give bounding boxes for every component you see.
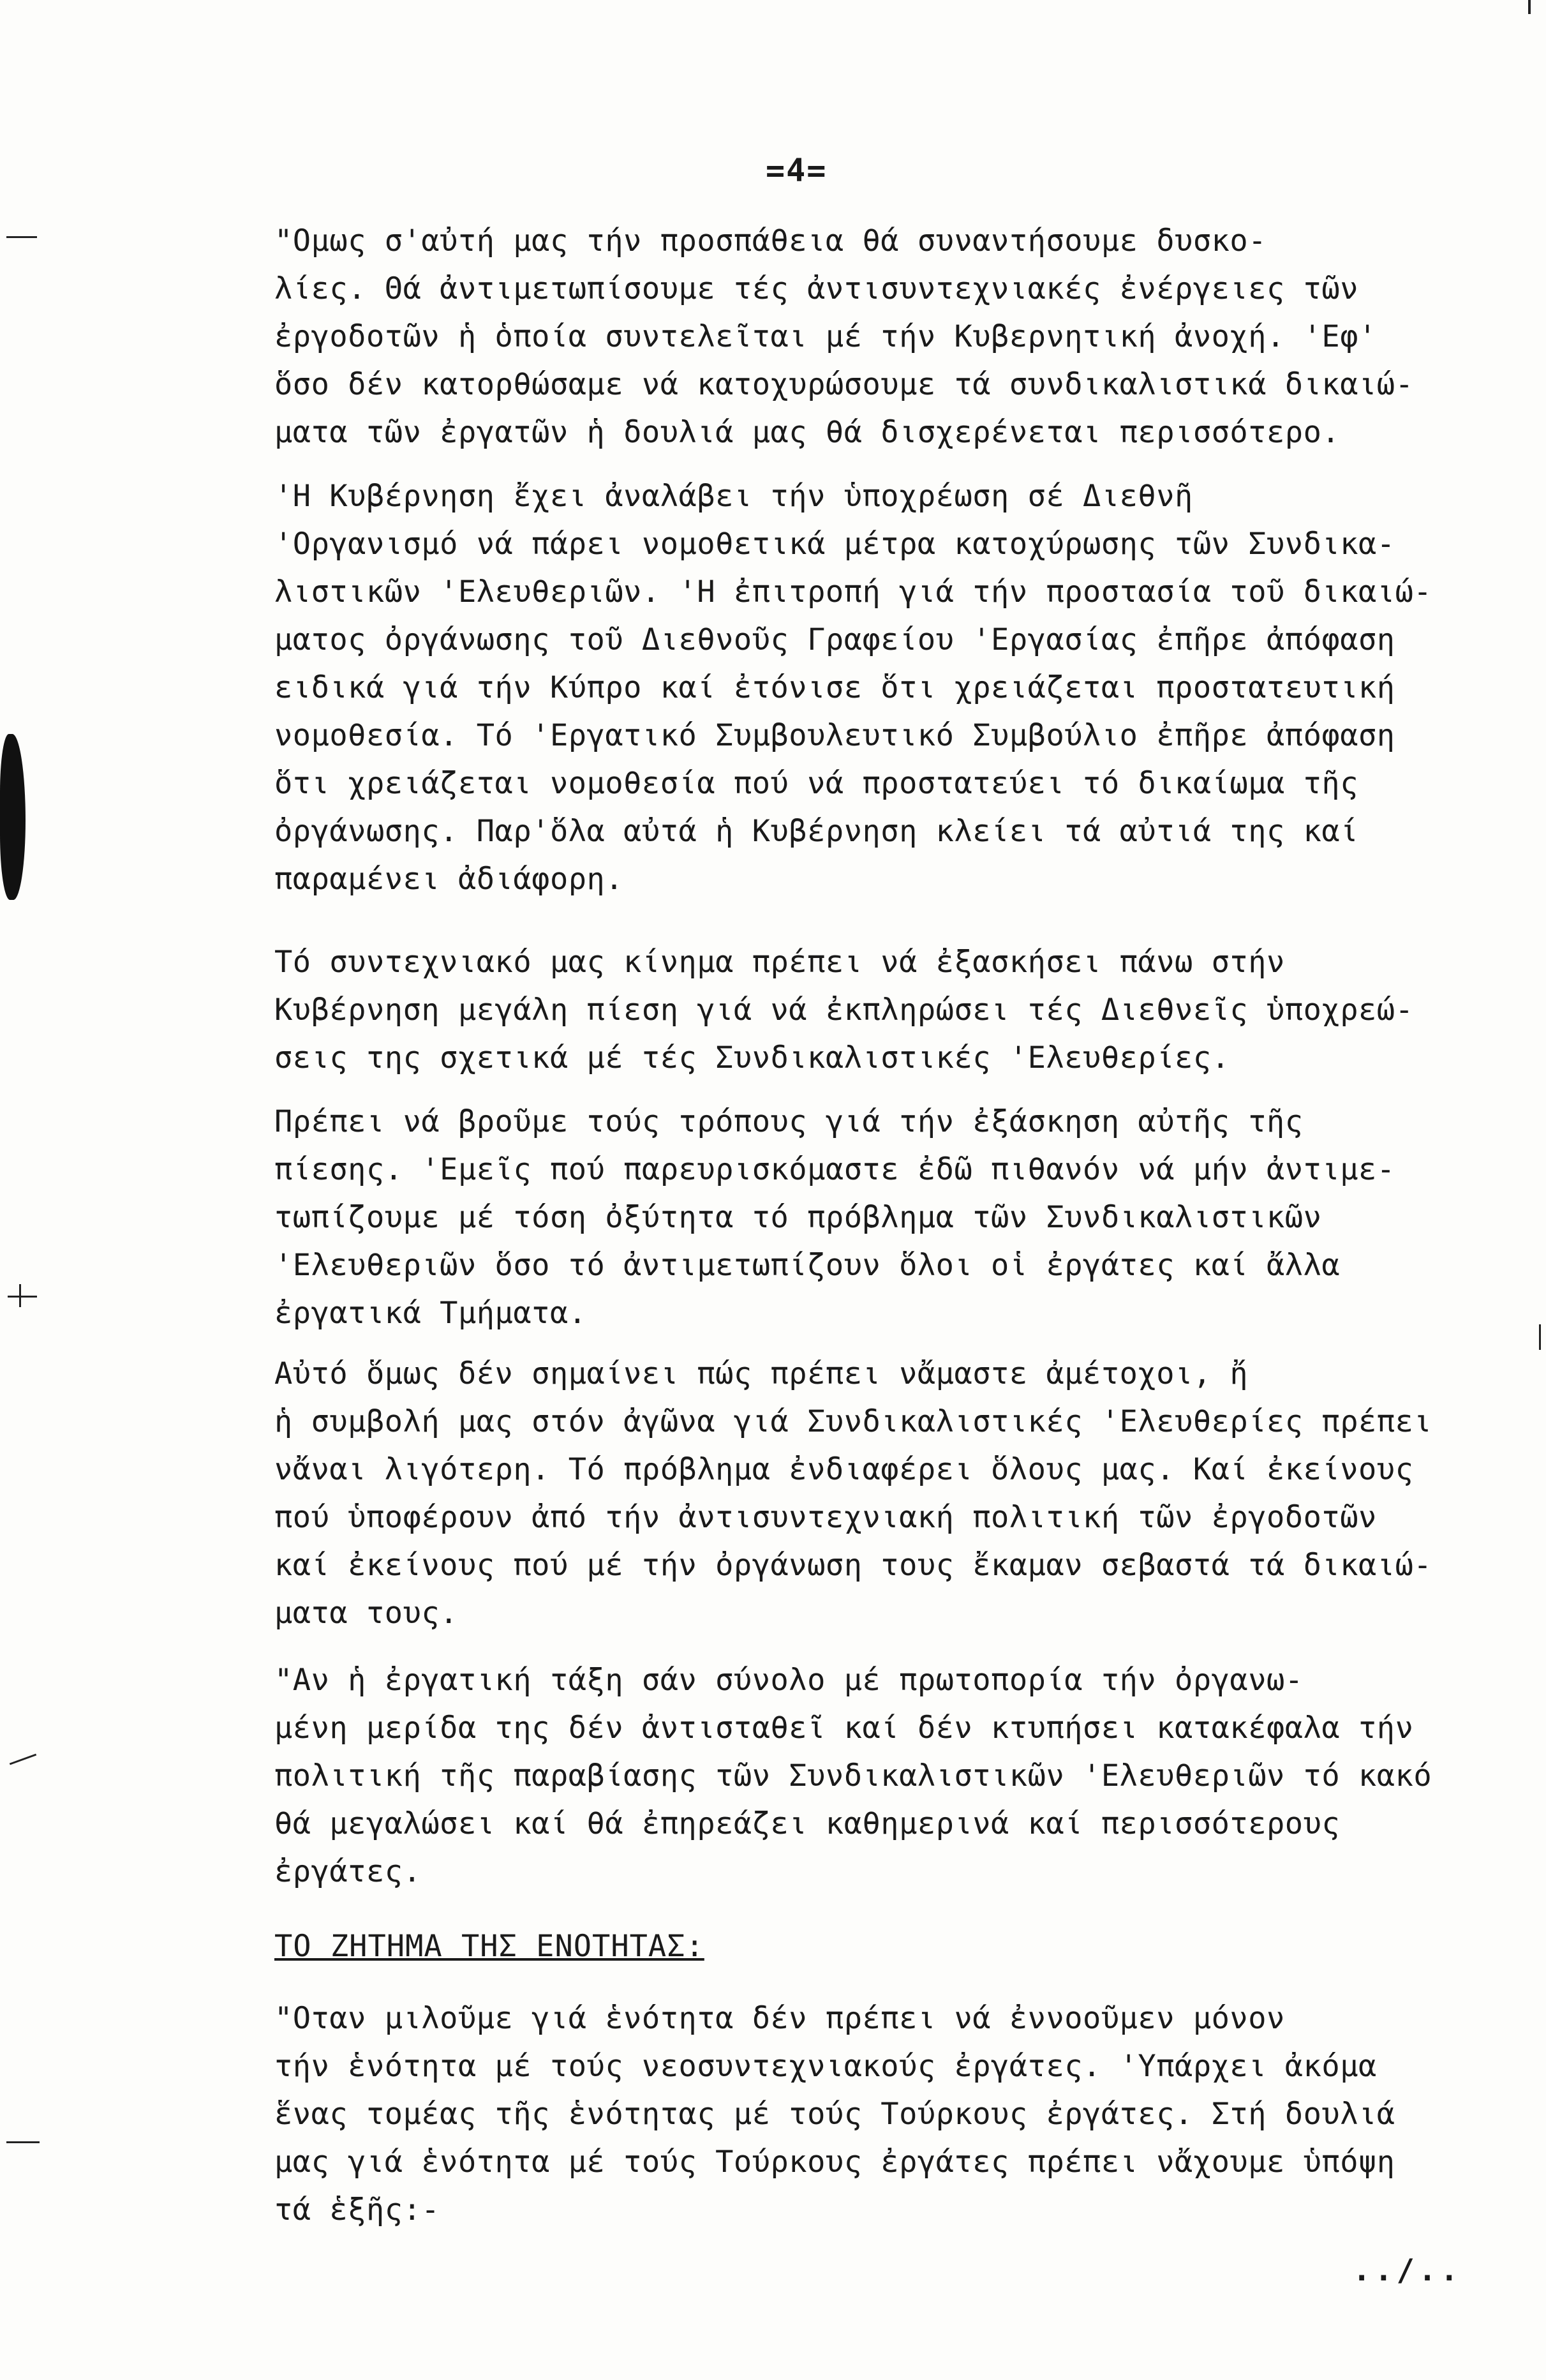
paragraph-3: Τό συντεχνιακό μας κίνημα πρέπει νά ἐξασκήσει πάνω στήν Κυβέρνηση μεγάλη πίεση γιά νά ἐκπληρώσει τές Διεθνεῖς ὑποχρεώ- σεις της σχετικά μέ τές Συνδικαλιστικές 'Ελευθερίες. <box>274 945 1414 1075</box>
paragraph-5: Αὐτό ὅμως δέν σημαίνει πώς πρέπει νἄμαστε ἀμέτοχοι, ἤ ἡ συμβολή μας στόν ἀγῶνα γιά Συνδικαλιστικές 'Ελευθερίες πρέπει νἄναι λιγότερη. Τό πρόβλημα ἐνδιαφέρει ὅλους μας. Καί ἐκείνους πού ὑποφέρουν ἀπό τήν ἀντισυντεχνιακή πολιτική τῶν ἐργοδοτῶν καί ἐκείνους πού μέ τήν ὀργάνωση τους ἔκαμαν σεβαστά τά δικαιώ- ματα τους. <box>274 1356 1432 1631</box>
margin-tick-mark <box>1539 1324 1541 1350</box>
paragraph-6: "Αν ἡ ἐργατική τάξη σάν σύνολο μέ πρωτοπορία τήν ὀργανω- μένη μερίδα της δέν ἀντισταθεῖ καί δέν κτυπήσει κατακέφαλα τήν πολιτική τῆς παραβίασης τῶν Συνδικαλιστικῶν 'Ελευθεριῶν τό κακό θά μεγαλώσει καί θά ἐπηρεάζει καθημερινά καί περισσότερους ἐργάτες. <box>274 1663 1432 1889</box>
margin-tick-mark <box>10 1754 36 1765</box>
paragraph-1: "Ομως σ'αὐτή μας τήν προσπάθεια θά συναντήσουμε δυσκο- λίες. Θά ἀντιμετωπίσουμε τές ἀντισυντεχνιακές ἐνέργειες τῶν ἐργοδοτῶν ἡ ὁποία συντελεῖται μέ τήν Κυβερνητική ἀνοχή. 'Εφ' ὅσο δέν κατορθώσαμε νά κατοχυρώσουμε τά συνδικαλιστικά δικαιώ- ματα τῶν ἐργατῶν ἡ δουλιά μας θά δισχερένεται περισσότερο. <box>274 223 1414 450</box>
margin-tick-mark <box>19 1284 21 1307</box>
margin-tick-mark <box>8 1296 37 1298</box>
scan-ink-blot <box>0 734 26 900</box>
paragraph-4: Πρέπει νά βροῦμε τούς τρόπους γιά τήν ἐξάσκηση αὐτῆς τῆς πίεσης. 'Εμεῖς πού παρευρισκόμαστε ἐδῶ πιθανόν νά μήν ἀντιμε- τωπίζουμε μέ τόση ὀξύτητα τό πρόβλημα τῶν Συνδικαλιστικῶν 'Ελευθεριῶν ὅσο τό ἀντιμετωπίζουν ὅλοι οἱ ἐργάτες καί ἄλλα ἐργατικά Τμήματα. <box>274 1104 1395 1331</box>
margin-tick-mark <box>6 236 37 238</box>
continuation-mark: ../.. <box>1353 2253 1462 2288</box>
margin-tick-mark <box>1528 0 1531 14</box>
margin-tick-mark <box>6 2141 40 2143</box>
paragraph-2: 'Η Κυβέρνηση ἔχει ἀναλάβει τήν ὑποχρέωση σέ Διεθνῆ 'Οργανισμό νά πάρει νομοθετικά μέτρα κατοχύρωσης τῶν Συνδικα- λιστικῶν 'Ελευθεριῶν. 'Η ἐπιτροπή γιά τήν προστασία τοῦ δικαιώ- ματος ὀργάνωσης τοῦ Διεθνοῦς Γραφείου 'Εργασίας ἐπῆρε ἀπόφαση ειδικά γιά τήν Κύπρο καί ἐτόνισε ὅτι χρειάζεται προστατευτική νομοθεσία. Τό 'Εργατικό Συμβουλευτικό Συμβούλιο ἐπῆρε ἀπόφαση ὅτι χρειάζεται νομοθεσία πού νά προστατεύει τό δικαίωμα τῆς ὀργάνωσης. Παρ'ὅλα αὐτά ἡ Κυβέρνηση κλείει τά αὐτιά της καί παραμένει ἀδιάφορη. <box>274 479 1432 897</box>
section-heading: ΤΟ ΖΗΤΗΜΑ ΤΗΣ ΕΝΟΤΗΤΑΣ: <box>274 1929 704 1964</box>
paragraph-7: "Οταν μιλοῦμε γιά ἑνότητα δέν πρέπει νά ἐννοοῦμεν μόνον τήν ἑνότητα μέ τούς νεοσυντεχνιακούς ἐργάτες. 'Υπάρχει ἀκόμα ἕνας τομέας τῆς ἑνότητας μέ τούς Τούρκους ἐργάτες. Στή δουλιά μας γιά ἑνότητα μέ τούς Τούρκους ἐργάτες πρέπει νἄχουμε ὑπόψη τά ἑξῆς:- <box>274 2001 1395 2227</box>
page-number: =4= <box>766 152 828 189</box>
